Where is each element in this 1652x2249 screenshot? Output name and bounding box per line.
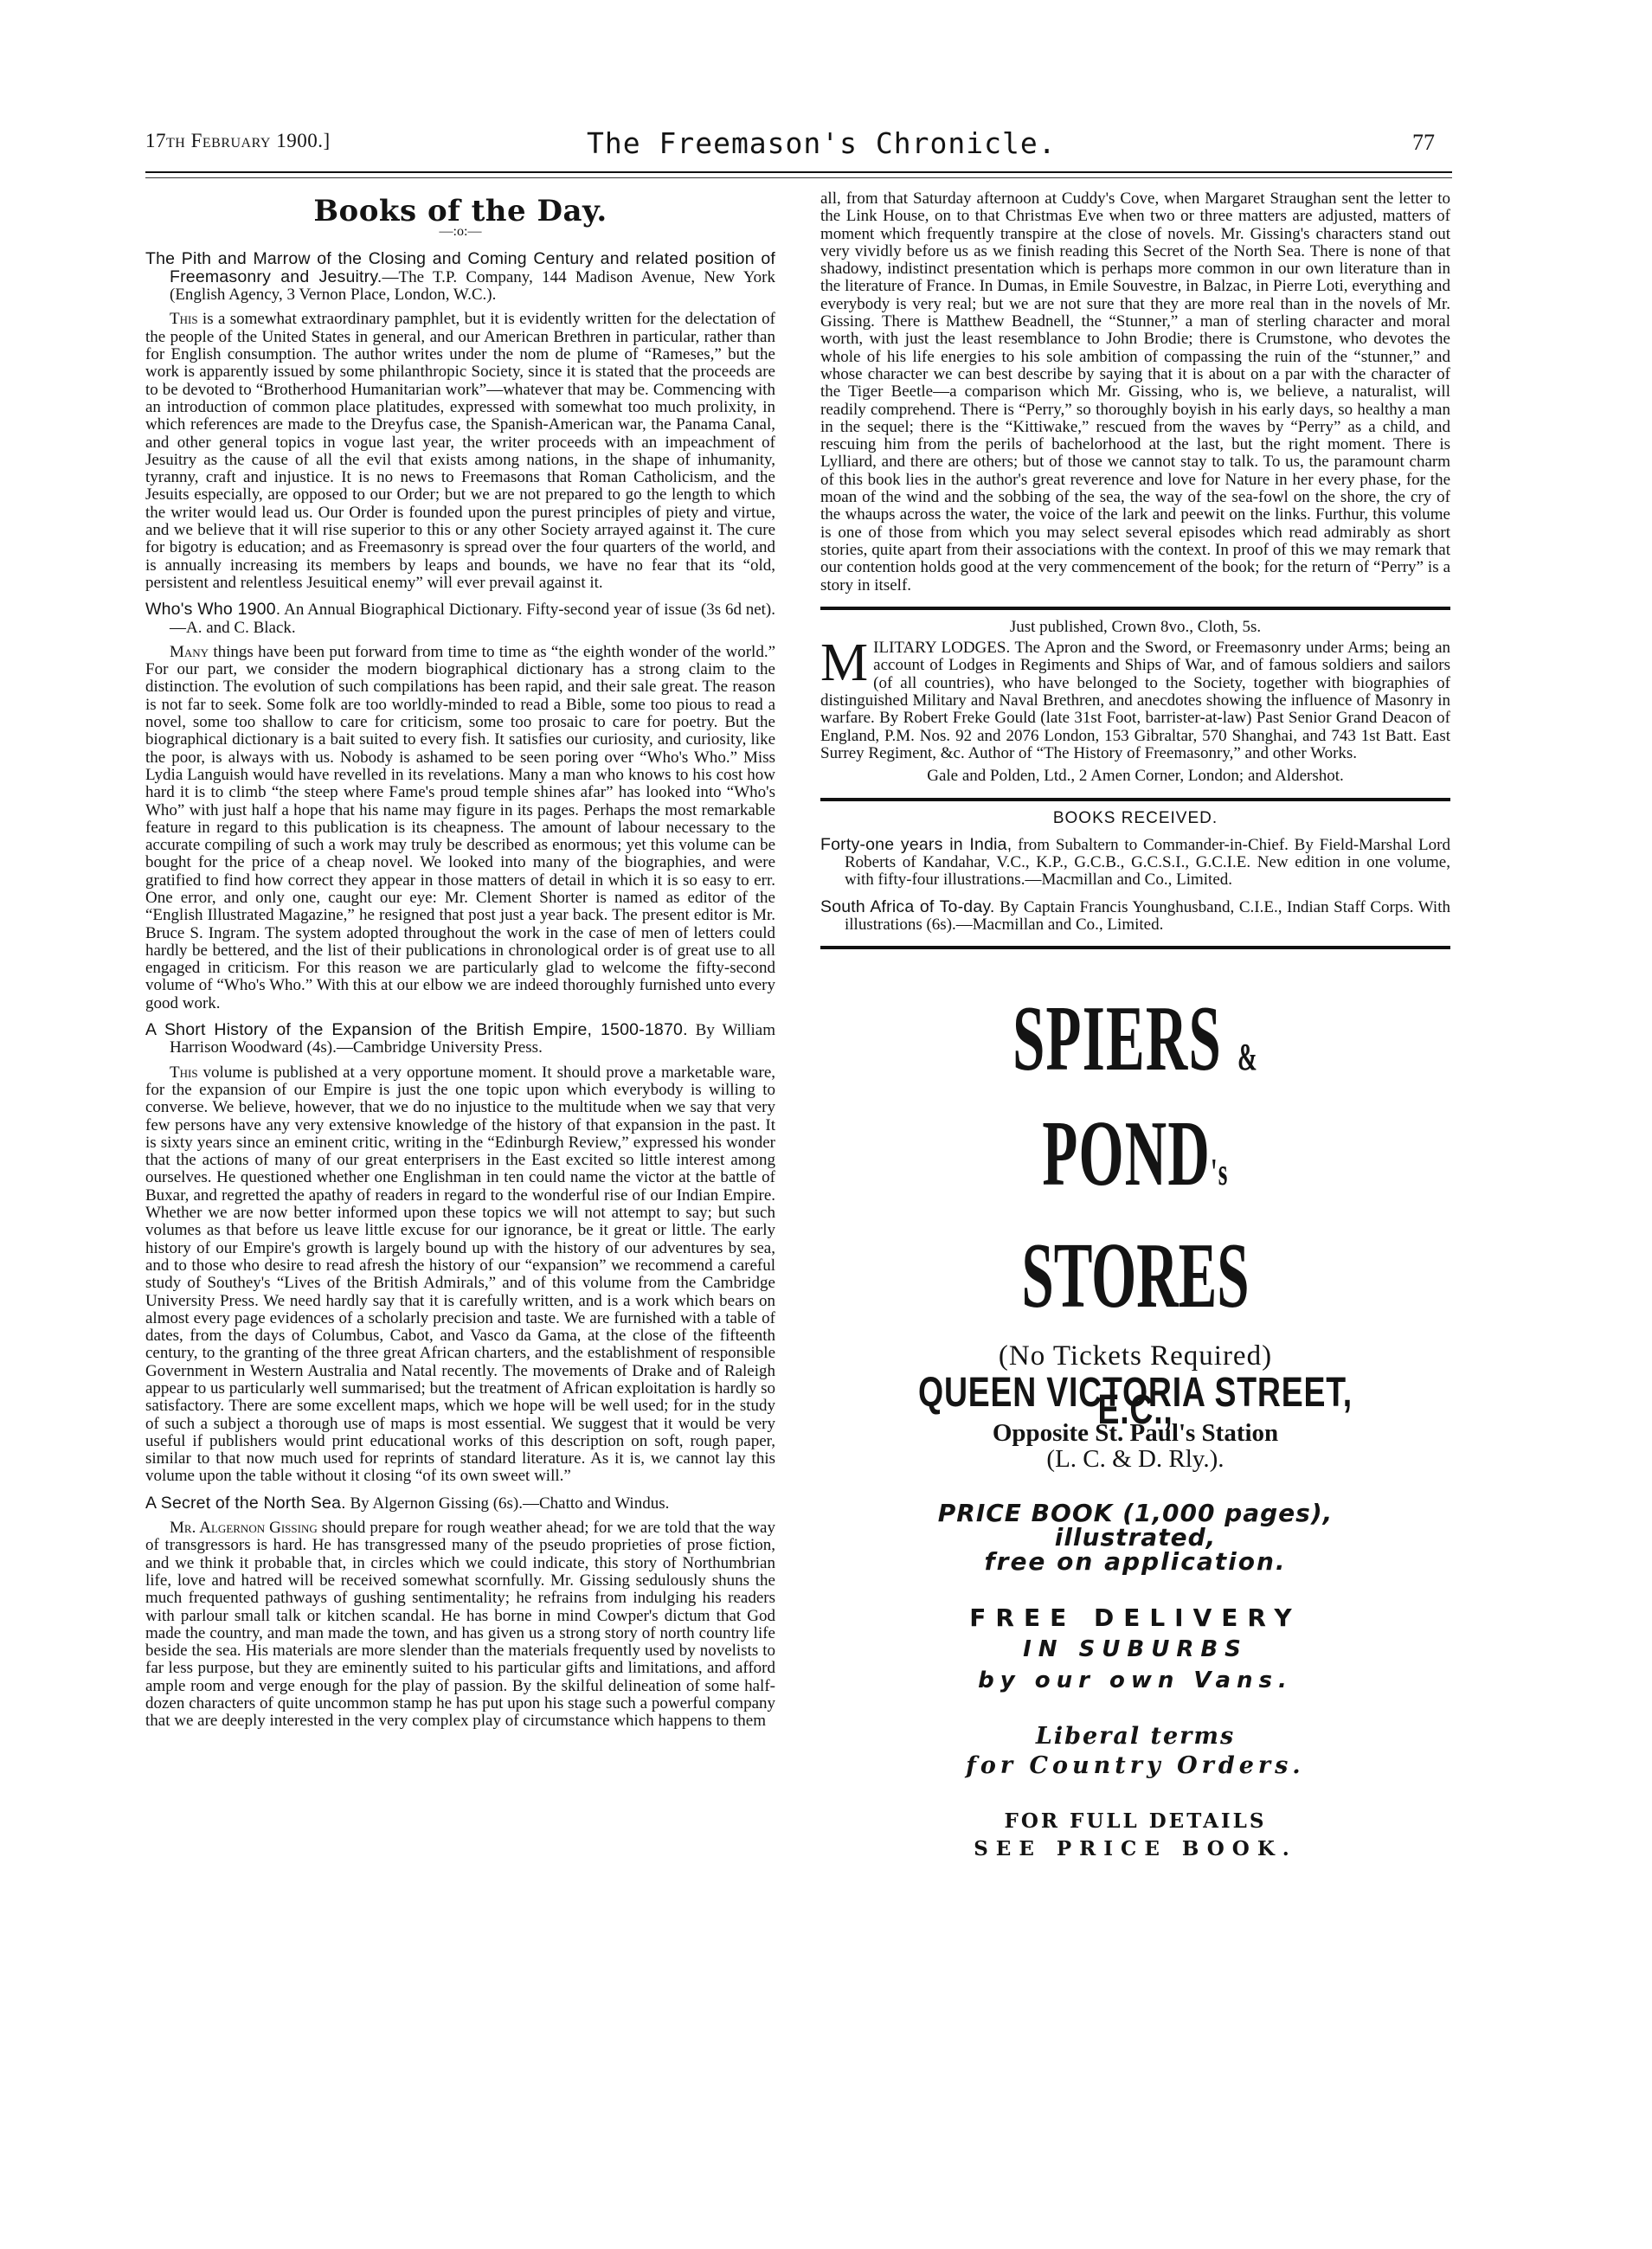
review-british-empire (145, 1021, 775, 1486)
books-received-title: BOOKS RECEIVED. (1052, 808, 1218, 827)
review-heading (145, 1494, 775, 1513)
book-publisher: —The T.P. Company, 144 Madison Avenue, New York (English Agency, 3 Vernon Place, London, W.C.). (170, 267, 775, 305)
military-lodges-ad (820, 619, 1450, 786)
book-title: A Secret of the North Sea. (145, 1493, 346, 1513)
tagline: (No Tickets Required) (998, 1340, 1273, 1372)
own-vans: by our own Vans. (978, 1667, 1293, 1694)
see-price-book: SEE PRICE BOOK. (974, 1837, 1297, 1861)
suburbs: IN SUBURBS (1023, 1635, 1248, 1662)
stores-heading: STORES (1021, 1224, 1250, 1328)
liberal-terms: Liberal terms (1035, 1722, 1236, 1750)
newspaper-page (145, 126, 1452, 1861)
masthead (145, 126, 1452, 164)
free-delivery: FREE DELIVERY (969, 1603, 1302, 1632)
book-title: The Pith and Marrow of the Closing and Coming Century and related position of Freemasonry and Jesuitry. (145, 248, 775, 286)
book-title: Who's Who 1900. (145, 600, 281, 620)
book-publisher: By Algernon Gissing (6s).—Chatto and Windus. (345, 1494, 670, 1513)
review-heading (145, 601, 775, 637)
book-title: Forty-one years in India, (820, 834, 1012, 854)
spiers-pond-advert (820, 987, 1450, 1861)
publication-title: The Freemason's Chronicle. (587, 126, 1057, 160)
free-application: free on application. (984, 1547, 1287, 1577)
received-item: South Africa of To-day. By Captain Francis Younghusband, C.I.E., Indian Staff Corps. With illustrations (6s).—Macmillan and Co., Limited. (820, 896, 1450, 934)
review-secret-north-sea (145, 1494, 775, 1731)
section-title: Books of the Day. (313, 194, 607, 228)
location-note: Opposite St. Paul's Station (992, 1419, 1279, 1448)
ad-publisher: Gale and Polden, Ltd., 2 Amen Corner, London; and Aldershot. (927, 767, 1344, 786)
street-address: QUEEN VICTORIA STREET, E.C., (918, 1369, 1353, 1433)
masthead-rule (145, 171, 1452, 178)
drop-cap: M (820, 633, 869, 693)
review-body: This is a somewhat extraordinary pamphlet, but it is evidently written for the delectation of the people of the United States in general, and our American Brethren in particular, rather than for English consumption. The author writes under the nom de plume of “Rameses,” but the work is apparently issued by some philanthropic Society, since it is stated that the proceeds are to be devoted to “Brotherhood Humanitarian work”—whatever that may be. Commencing with an introduction of common place platitudes, expressed with somewhat too much prolixity, in which references are made to the Dreyfus case, the Spanish-American war, the Panama Canal, and other general topics in vogue last year, the writer proceeds with an impeachment of Jesuitry as the cause of all the evil that exists among nations, in the shape of inhumanity, tyranny, craft and injustice. It is no news to Freemasons that Roman Catholicism, and the Jesuits especially, are opposed to our Order; but we are not prepared to go the length to which the writer would lead us. Our Order is founded upon the purest principles of piety and virtue, and we believe that it will rise superior to this or any other Society arrayed against it. The cure for bigotry is education; and as Freemasonry is spread over the four quarters of the world, and is annually increasing its members by leaps and bounds, we have no fear that its “old, persistent and relentless Jesuitical enemy” will ever prevail against it. (145, 310, 775, 592)
price-book: PRICE BOOK (1,000 pages), (937, 1498, 1334, 1527)
illustrated-note: illustrated, (1054, 1523, 1217, 1552)
ornament-divider: —:o:— (439, 224, 482, 240)
book-publisher: An Annual Biographical Dictionary. Fifty-second year of issue (3s 6d net).—A. and C. Black. (170, 601, 776, 637)
review-continuation: all, from that Saturday afternoon at Cuddy's Cove, when Margaret Straughan sent the letter to the Link House, on to that Christmas Eve when two or three matters are adjusted, matters of moment which frequently transpire at the close of novels. Mr. Gissing's characters stand out very vividly before us as we finish reading this Secret of the North Sea. There is none of that shadowy, indistinct presentation which is perhaps more common in our own literature than in the literature of France. In Dumas, in Emile Souvestre, in Balzac, in Pierre Loti, everything and everybody is very real; but we are not sure that they are more real than in the novels of Mr. Gissing. There is Matthew Beadnell, the “Stunner,” a man of sterling character and moral worth, with just the least resemblance to John Brodie; there is Crumstone, who devotes the whole of his life energies to his sole ambition of compassing the ruin of the “stunner,” and whose character we can best describe by saying that it is about on a par with the character of the Tiger Beetle—a comparison which Mr. Gissing, who is, we believe, a naturalist, will readily comprehend. There is “Perry,” so thoroughly boyish in his early days, so healthy a man in the sequel; there is the “Kittiwake,” rescued from the waves by “Perry” as a child, and rescuing him from the perils of bachelorhood at the last, but the right moment. There is Lylliard, and there are others; but of those we cannot stay to talk. To us, the paramount charm of this book lies in the author's great reverence and love for Nature in her every phase, for the moan of the wind and the sobbing of the sea, the way of the sea-fowl on the shore, the cry of the whaups across the water, the voice of the lark and peewit on the links. Furthur, this volume is one of those from which you may select several episodes which read admirably as short stories, quite apart from their associations with the context. In proof of this we may remark that our contention holds good at the very commencement of the book; for the return of “Perry” is a story in itself. (820, 190, 1450, 594)
review-pith-and-marrow (145, 250, 775, 593)
railway-note: (L. C. & D. Rly.). (1046, 1445, 1225, 1474)
page-number: 77 (1412, 130, 1435, 155)
review-heading (145, 250, 775, 305)
left-column (145, 190, 775, 1738)
review-whos-who (145, 601, 775, 1012)
section-rule (820, 946, 1450, 949)
book-title: A Short History of the Expansion of the British Empire, 1500-1870. (145, 1020, 688, 1040)
section-rule (820, 798, 1450, 801)
books-received (820, 810, 1450, 935)
ad-intro: Just published, Crown 8vo., Cloth, 5s. (1009, 617, 1262, 636)
review-body: Mr. Algernon Gissing should prepare for rough weather ahead; for we are told that the way of transgressors is hard. He has transgressed many of the pseudo proprieties of prose fiction, and we think it probable that, in circles which we could indicate, this story of Northumbrian life, love and hatred will be received somewhat scornfully. Mr. Gissing sedulously shuns the much frequented pathways of gushing sentimentality; he refrains from indulging his readers with parlour small talk or kitchen scandal. He has borne in mind Cowper's dictum that God made the country, and man made the town, and has given us a strong story of north country life beside the sea. His materials are more slender than the materials frequently used by novelists to far less purpose, but they are eminently suited to his particular gifts and limitations, and afford ample room and verge enough for the play of passion. By the skilful delineation of some half-dozen characters of quite uncommon stamp he has put upon his stage such a powerful company that we are deeply interested in the very complex play of circumstance which happens to them (145, 1519, 775, 1731)
book-publisher: By William Harrison Woodward (4s).—Cambridge University Press. (170, 1021, 775, 1057)
review-heading (145, 1021, 775, 1057)
review-body: Many things have been put forward from time to time as “the eighth wonder of the world.” For our part, we consider the modern biographical dictionary has a strong claim to the distinction. The evolution of such compilations has been rapid, and their sale great. The reason is not far to seek. Some folk are too worldly-minded to read a Bible, some too pious to read a novel, some too shallow to care for criticism, some too prosaic to care for poetry. But the biographical dictionary is a bait suited to every fish. It satisfies our curiosity, and curiosity, like the poor, is always with us. Nobody is ashamed to be seen poring over “Who's Who.” Miss Lydia Languish would have revelled in its revelations. Many a man who knows to his cost how hard it is to climb “the steep where Fame's proud temple shines afar” has looked into “Who's Who” with just half a hope that his name may figure in its pages. Perhaps the most remarkable feature in regard to this publication is its cheapness. The amount of labour necessary to the accurate compiling of such a work may truly be described as enormous; yet this volume can be bought for the price of a cheap novel. We looked into many of the biographies, and were gratified to find how correct they appear in those matters of detail in which it is so easy to err. One error, and only one, caught our eye: Mr. Clement Shorter is named as editor of the “English Illustrated Magazine,” he resigned that post just a year back. The present editor is Mr. Bruce S. Ingram. The system adopted throughout the work in the case of men of letters could hardly be bettered, and the list of their publications in chronological order is of great use to all engaged in criticism. For this reason we are particularly glad to welcome the fifty-second volume of “Who's Who.” With this at our elbow we are indeed thoroughly furnished unto every good work. (145, 642, 775, 1012)
full-details: FOR FULL DETAILS (1004, 1809, 1267, 1834)
received-item: Forty-one years in India, from Subaltern to Commander-in-Chief. By Field-Marshal Lord Roberts of Kandahar, V.C., K.P., G.C.B., G.C.S.I., G.C.I.E. New edition in one volume, with fifty-four illustrations.—Macmillan and Co., Limited. (820, 834, 1450, 890)
country-orders: for Country Orders. (966, 1751, 1305, 1779)
book-title: South Africa of To-day. (820, 896, 995, 916)
issue-date: 17th February 1900.] (145, 130, 331, 151)
review-body: This volume is published at a very opportune moment. It should prove a marketable ware, for the expansion of our Empire is just the one topic upon which everybody is willing to converse. We believe, however, that we do no injustice to the multitude when we say that very few persons have any very extensive knowledge of the history of that expansion in the past. It is sixty years since an eminent critic, writing in the “Edinburgh Review,” expressed his wonder that the actions of many of our great enterprisers in the East excited so little interest among ourselves. He questioned whether one Englishman in ten could name the victor at the battle of Buxar, and regretted the apathy of readers in regard to the wonderful rise of our Indian Empire. Whether we are now better informed upon these topics we will not attempt to say; but such volumes as that before us leave little excuse for our ignorance, be it great or little. The early history of our Empire's growth is largely bound up with the history of our adventures by sea, and to those who desire to read afresh the history of our “expansion” we recommend a careful study of Southey's “Lives of the British Admirals,” and of this volume from the Cambridge University Press. We need hardly say that it is carefully written, and is a work which bears on almost every page evidences of a scholarly precision and taste. We are furnished with a table of dates, from the days of Columbus, Cabot, and Vasco da Gama, at the close of the fifteenth century, to the granting of the three great African charters, and the establishment of responsible Government in Western Australia and Natal recently. The movements of Drake and of Raleigh appear to us particularly well summarised; but the treatment of African exploitation is hardly so satisfactory. There are some excellent maps, which we hope will be well used; for in the study of such a subject a thorough use of maps is most essential. We suggest that it would be very useful if publishers would print educational works of this description on soft, rough paper, similar to that now much used for reprints of standard literature. As it is, we cannot lay this volume upon the table without it closing “of its own sweet will.” (145, 1063, 775, 1486)
section-rule (820, 607, 1450, 610)
brand-name: SPIERS & POND's (1012, 987, 1258, 1206)
ad-body: MILITARY LODGES. The Apron and the Sword, or Freemasonry under Arms; being an account of Lodges in Regiments and Ships of War, and of famous soldiers and sailors (of all countries), who have belonged to the Society, together with biographies of distinguished Military and Naval Brethren, and anecdotes showing the influence of Masonry in warfare. By Robert Freke Gould (late 31st Foot, barrister-at-law) Past Senior Grand Deacon of England, P.M. Nos. 92 and 2076 London, 153 Gibraltar, 570 Shanghai, and 743 1st Batt. East Surrey Regiment, &c. Author of “The History of Freemasonry,” and other Works. (820, 633, 1450, 762)
right-column (820, 190, 1450, 1859)
